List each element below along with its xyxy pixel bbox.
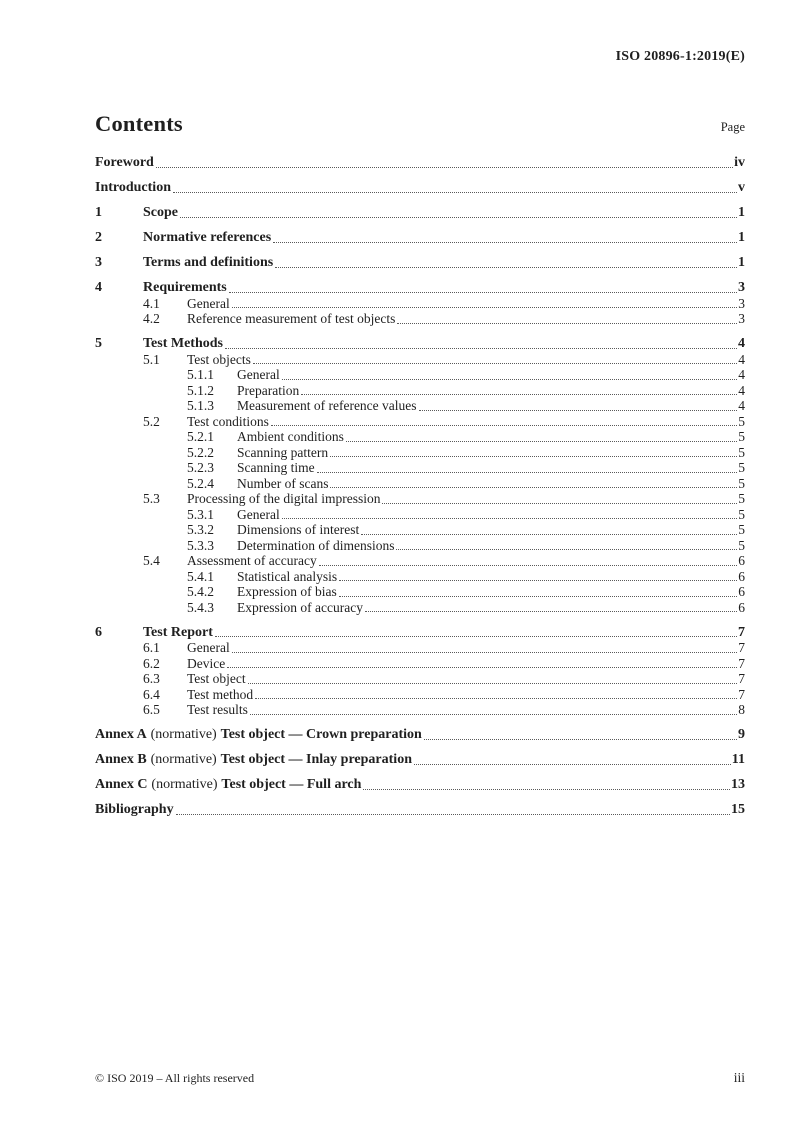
toc-entry: [95, 727, 745, 743]
dot-leader: [250, 714, 737, 715]
toc-entry-number: 5: [95, 336, 102, 351]
toc-annex-prefix: Annex A: [95, 727, 147, 742]
toc-entry-title: Reference measurement of test objects: [187, 311, 396, 326]
toc-entry-title: Foreword: [95, 155, 154, 170]
toc-entry: [95, 600, 745, 616]
contents-heading-row: [95, 110, 745, 137]
dot-leader: [227, 667, 737, 668]
toc-entry-page: 6: [738, 584, 745, 599]
toc-entry-number: 6.4: [143, 686, 160, 702]
dot-leader: [397, 323, 737, 324]
toc-entry: [95, 538, 745, 554]
toc-entry-title: Number of scans: [237, 475, 329, 491]
dot-leader: [282, 379, 738, 380]
toc-entry-number: 5.2: [143, 413, 160, 429]
toc-entry: [95, 569, 745, 585]
contents-title: Contents: [95, 111, 183, 136]
toc-entry: [95, 671, 745, 687]
toc-entry-title: Expression of accuracy: [237, 599, 363, 615]
toc-entry-title: Test object — Inlay preparation: [220, 752, 412, 767]
toc-entry: [95, 280, 745, 296]
toc-entry-number: 5.1.3: [187, 398, 214, 413]
toc-entry-title: Statistical analysis: [237, 568, 338, 584]
toc-entry-number: 6.1: [143, 640, 160, 655]
toc-entry-number: 5.4: [143, 553, 160, 568]
dot-leader: [232, 652, 738, 653]
toc-entry-number: 5.3.2: [187, 522, 214, 537]
toc-entry-number: 5.4.3: [187, 599, 214, 615]
toc-entry-page: 5: [738, 413, 745, 429]
toc-entry-page: 9: [738, 727, 745, 742]
toc-entry-title: Expression of bias: [237, 584, 337, 599]
toc-entry-page: 15: [731, 802, 745, 817]
toc-entry-page: 5: [738, 460, 745, 475]
toc-entry: [95, 752, 745, 768]
toc-entry-title: Assessment of accuracy: [187, 553, 317, 568]
dot-leader: [424, 739, 737, 740]
dot-leader: [339, 580, 737, 581]
page-number: iii: [733, 1070, 745, 1085]
toc-entry-page: 5: [738, 537, 745, 553]
toc-entry-title: Determination of dimensions: [237, 537, 395, 553]
toc-entry-page: 7: [738, 671, 745, 686]
toc-entry-number: 5.1: [143, 351, 160, 367]
toc-entry: [95, 522, 745, 538]
toc-entry: [95, 507, 745, 523]
toc-annex-prefix: Annex B: [95, 752, 147, 767]
dot-leader: [271, 425, 737, 426]
toc-entry-page: 3: [738, 311, 745, 326]
toc-entry-title: Introduction: [95, 180, 171, 195]
toc-entry-number: 5.2.3: [187, 460, 214, 475]
toc-entry: [95, 367, 745, 383]
toc-entry: [95, 255, 745, 271]
toc-entry-page: 4: [738, 398, 745, 413]
dot-leader: [232, 307, 738, 308]
toc-entry-page: 6: [738, 553, 745, 568]
toc-entry-title: Scanning pattern: [237, 444, 329, 460]
toc-entry-page: 7: [738, 686, 745, 702]
toc-entry-page: 4: [738, 336, 745, 351]
toc-entry: [95, 687, 745, 703]
toc-entry-title: Measurement of reference values: [237, 398, 417, 413]
toc-entry-title: General: [187, 295, 230, 311]
toc-entry-page: 6: [738, 599, 745, 615]
toc-annex-qualifier: (normative): [150, 727, 217, 742]
copyright-notice: © ISO 2019 – All rights reserved: [95, 1071, 255, 1085]
dot-leader: [396, 549, 737, 550]
toc-entry-title: General: [237, 367, 280, 382]
dot-leader: [225, 348, 737, 349]
dot-leader: [330, 456, 737, 457]
toc-entry: [95, 352, 745, 368]
toc-entry-number: 3: [95, 255, 102, 270]
toc-entry-page: 1: [738, 205, 745, 220]
toc-entry: [95, 230, 745, 246]
toc-entry: [95, 702, 745, 718]
dot-leader: [282, 518, 738, 519]
toc-entry-title: Terms and definitions: [143, 255, 274, 270]
toc-entry-page: 5: [738, 491, 745, 506]
toc-entry: [95, 656, 745, 672]
dot-leader: [382, 503, 737, 504]
toc-entry-page: 4: [738, 351, 745, 367]
toc-entry-title: Test conditions: [187, 413, 269, 429]
toc-entry-number: 1: [95, 205, 102, 220]
toc-entry-number: 5.4.1: [187, 568, 214, 584]
toc-entry-number: 5.2.1: [187, 429, 214, 444]
toc-annex-qualifier: (normative): [150, 752, 217, 767]
toc-entry-title: General: [237, 506, 280, 522]
toc-entry-number: 6: [95, 624, 102, 640]
dot-leader: [255, 698, 737, 699]
toc-entry-number: 4.1: [143, 295, 160, 311]
toc-entry-page: 1: [738, 255, 745, 270]
toc-entry-page: 3: [738, 295, 745, 311]
toc-entry-number: 2: [95, 230, 102, 245]
document-reference: ISO 20896-1:2019(E): [615, 49, 745, 64]
toc-entry-page: 5: [738, 429, 745, 444]
toc-entry: [95, 476, 745, 492]
toc-entry-title: Test method: [187, 686, 254, 702]
toc-entry-page: 7: [738, 655, 745, 671]
toc-entry-title: Bibliography: [95, 802, 174, 817]
toc-entry-page: 3: [738, 280, 745, 295]
toc-entry: [95, 640, 745, 656]
toc-entry-title: Preparation: [237, 382, 300, 398]
toc-entry-title: Processing of the digital impression: [187, 491, 381, 506]
toc-entry-title: General: [187, 640, 230, 655]
toc-entry-page: 4: [738, 382, 745, 398]
toc-entry-page: 5: [738, 444, 745, 460]
toc-annex-qualifier: (normative): [151, 777, 218, 792]
toc-entry-number: 5.2.2: [187, 444, 214, 460]
toc-entry: [95, 398, 745, 414]
page-column-label: Page: [720, 120, 745, 134]
toc-entry: [95, 625, 745, 641]
toc-entry-number: 5.3.1: [187, 506, 214, 522]
toc-entry-title: Scanning time: [237, 460, 315, 475]
dot-leader: [253, 363, 737, 364]
toc-entry: [95, 180, 745, 196]
table-of-contents: [95, 155, 745, 818]
dot-leader: [419, 410, 738, 411]
toc-entry: [95, 553, 745, 569]
dot-leader: [301, 394, 737, 395]
toc-entry-title: Test object — Crown preparation: [220, 727, 422, 742]
dot-leader: [173, 192, 737, 193]
dot-leader: [176, 814, 730, 815]
dot-leader: [317, 472, 738, 473]
toc-entry: [95, 155, 745, 171]
dot-leader: [229, 292, 737, 293]
toc-entry-title: Test objects: [187, 351, 251, 367]
toc-entry-page: 8: [738, 702, 745, 717]
toc-entry-title: Ambient conditions: [237, 429, 344, 444]
toc-entry: [95, 383, 745, 399]
toc-entry-page: 11: [731, 752, 745, 767]
toc-entry-page: iv: [734, 155, 745, 170]
dot-leader: [365, 611, 737, 612]
toc-entry: [95, 445, 745, 461]
dot-leader: [346, 441, 737, 442]
dot-leader: [363, 789, 730, 790]
toc-entry-title: Normative references: [143, 230, 272, 245]
toc-entry-title: Test results: [187, 702, 248, 717]
toc-entry-page: 5: [738, 506, 745, 522]
toc-entry: [95, 491, 745, 507]
toc-entry-number: 5.1.2: [187, 382, 214, 398]
toc-entry-number: 5.3: [143, 491, 160, 506]
dot-leader: [330, 487, 737, 488]
toc-entry-page: 6: [738, 568, 745, 584]
toc-entry-page: 1: [738, 230, 745, 245]
toc-entry-number: 5.2.4: [187, 475, 214, 491]
dot-leader: [275, 267, 737, 268]
toc-entry-title: Test Methods: [143, 336, 223, 351]
toc-entry-title: Test object — Full arch: [221, 777, 362, 792]
dot-leader: [319, 565, 738, 566]
toc-entry-number: 5.1.1: [187, 367, 214, 382]
dot-leader: [361, 534, 737, 535]
dot-leader: [248, 683, 738, 684]
toc-entry: [95, 296, 745, 312]
toc-entry-number: 6.2: [143, 655, 160, 671]
toc-entry-number: 6.3: [143, 671, 160, 686]
toc-entry-number: 6.5: [143, 702, 160, 717]
toc-entry: [95, 460, 745, 476]
toc-entry-number: 5.3.3: [187, 537, 214, 553]
toc-entry-number: 5.4.2: [187, 584, 214, 599]
document-footer: [95, 1070, 745, 1086]
dot-leader: [180, 217, 737, 218]
dot-leader: [414, 764, 731, 765]
toc-entry-title: Device: [187, 655, 226, 671]
toc-entry-page: 7: [738, 640, 745, 655]
toc-entry-page: 5: [738, 522, 745, 537]
toc-entry: [95, 584, 745, 600]
toc-entry: [95, 414, 745, 430]
dot-leader: [273, 242, 737, 243]
toc-entry-page: v: [738, 180, 745, 195]
toc-entry-title: Test Report: [143, 624, 213, 640]
dot-leader: [339, 596, 738, 597]
dot-leader: [215, 636, 737, 637]
toc-entry: [95, 336, 745, 352]
toc-entry-page: 5: [738, 475, 745, 491]
toc-entry: [95, 205, 745, 221]
toc-entry: [95, 311, 745, 327]
toc-annex-prefix: Annex C: [95, 777, 148, 792]
toc-entry-title: Test object: [187, 671, 246, 686]
document-header: [95, 49, 745, 65]
toc-entry-title: Dimensions of interest: [237, 522, 360, 537]
toc-entry: [95, 777, 745, 793]
toc-entry-page: 4: [738, 367, 745, 382]
toc-entry-number: 4.2: [143, 311, 160, 326]
toc-entry: [95, 802, 745, 818]
toc-entry-page: 7: [738, 624, 745, 640]
toc-entry: [95, 429, 745, 445]
toc-entry-page: 13: [731, 777, 745, 792]
toc-entry-title: Requirements: [143, 280, 227, 295]
toc-entry-title: Scope: [143, 205, 178, 220]
dot-leader: [156, 167, 733, 168]
toc-entry-number: 4: [95, 280, 102, 295]
